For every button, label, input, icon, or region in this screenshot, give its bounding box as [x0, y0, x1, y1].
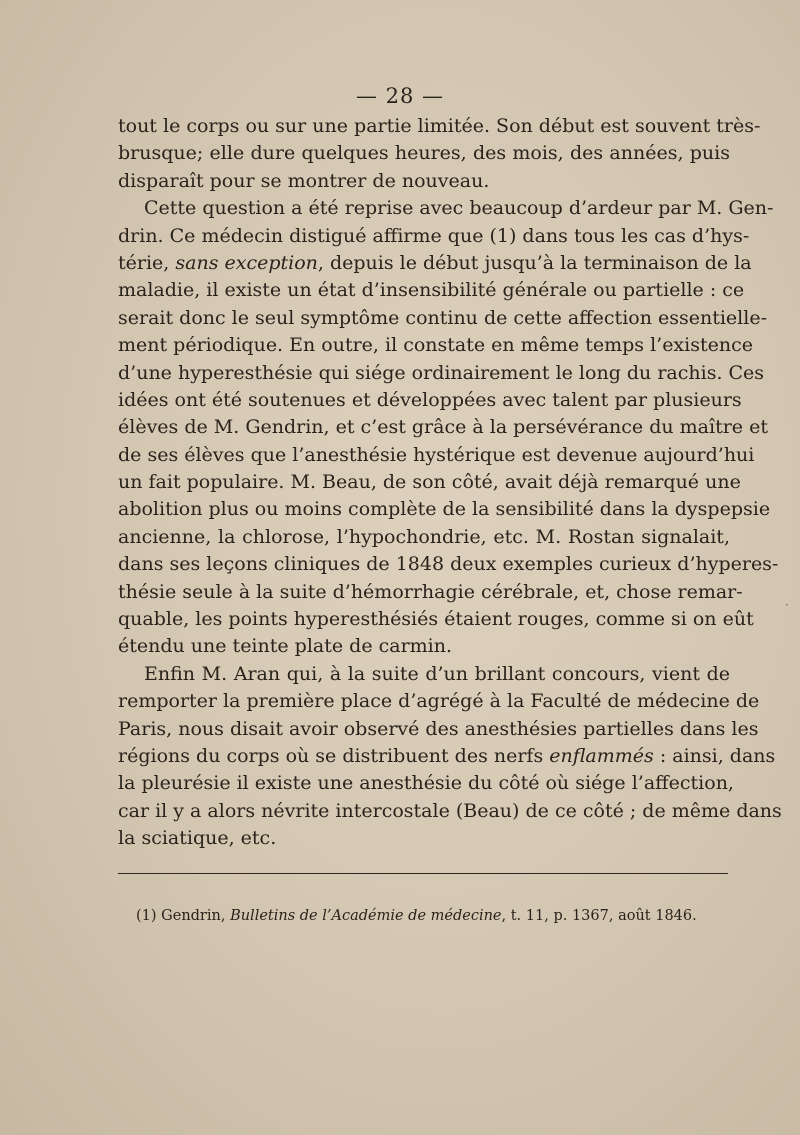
text-line: tout le corps ou sur une partie limitée. Son début est souvent très-: [118, 115, 761, 137]
text-line: Cette question a été reprise avec beaucoup d’ardeur par M. Gen-: [144, 197, 774, 220]
text-line: ment périodique. En outre, il constate en même temps l’existence: [118, 334, 753, 357]
text-run: , depuis le début jusqu’à la terminaison de la: [317, 251, 752, 274]
text-line: brusque; elle dure quelques heures, des mois, des années, puis: [118, 142, 730, 165]
text-line: thésie seule à la suite d’hémorrhagie cérébrale, et, chose remar-: [118, 580, 743, 603]
italic-word: enflammés: [549, 744, 654, 767]
text-line: disparaît pour se montrer de nouveau.: [118, 169, 490, 192]
text-line: étendu une teinte plate de carmin.: [118, 635, 453, 658]
text-line: quable, les points hyperesthésiés étaient rouges, comme si on eût: [118, 608, 754, 631]
text-line: Paris, nous disait avoir observé des anesthésies partielles dans les: [118, 717, 759, 740]
text-line: la pleurésie il existe une anesthésie du côté où siége l’affection,: [118, 772, 734, 795]
margin-dot: ·: [785, 598, 789, 612]
text-line: serait donc le seul symptôme continu de cette affection essentielle-: [118, 306, 767, 329]
text-run: térie,: [118, 251, 176, 274]
italic-phrase: sans exception: [175, 251, 318, 274]
text-line: d’une hyperesthésie qui siége ordinairement le long du rachis. Ces: [118, 361, 765, 384]
text-line: remporter la première place d’agrégé à la Faculté de médecine de: [118, 690, 760, 713]
text-line: élèves de M. Gendrin, et c’est grâce à la persévérance du maître et: [118, 416, 768, 439]
footnote: [136, 906, 736, 926]
text-line: maladie, il existe un état d’insensibilité générale ou partielle : ce: [118, 279, 745, 302]
footnote-text: , t. 11, p. 1367, août 1846.: [501, 908, 697, 924]
text-line: la sciatique, etc.: [118, 827, 277, 850]
text-line: [118, 743, 776, 770]
footnote-divider: [118, 873, 728, 874]
footnote-title: Bulletins de l’Académie de médecine: [230, 908, 502, 924]
text-line: car il y a alors névrite intercostale (Beau) de ce côté ; de même dans: [118, 799, 782, 822]
page-number: — 28 —: [355, 84, 445, 108]
text-line: idées ont été soutenues et développées avec talent par plusieurs: [118, 388, 742, 411]
text-line: dans ses leçons cliniques de 1848 deux exemples curieux d’hyperes-: [118, 553, 779, 576]
footnote-text: (1) Gendrin,: [136, 908, 231, 924]
text-line: Enfin M. Aran qui, à la suite d’un brillant concours, vient de: [144, 662, 730, 685]
text-line: un fait populaire. M. Beau, de son côté, avait déjà remarqué une: [118, 471, 741, 494]
text-line: drin. Ce médecin distigué affirme que (1) dans tous les cas d’hys-: [118, 224, 750, 247]
text-line: abolition plus ou moins complète de la sensibilité dans la dyspepsie: [118, 498, 771, 521]
text-line: ancienne, la chlorose, l’hypochondrie, etc. M. Rostan signalait,: [118, 525, 730, 548]
text-run: : ainsi, dans: [653, 744, 776, 767]
text-line: [118, 250, 752, 277]
body-text: [118, 113, 782, 853]
text-run: régions du corps où se distribuent des nerfs: [118, 744, 550, 767]
text-line: de ses élèves que l’anesthésie hystérique est devenue aujourd’hui: [118, 443, 755, 466]
